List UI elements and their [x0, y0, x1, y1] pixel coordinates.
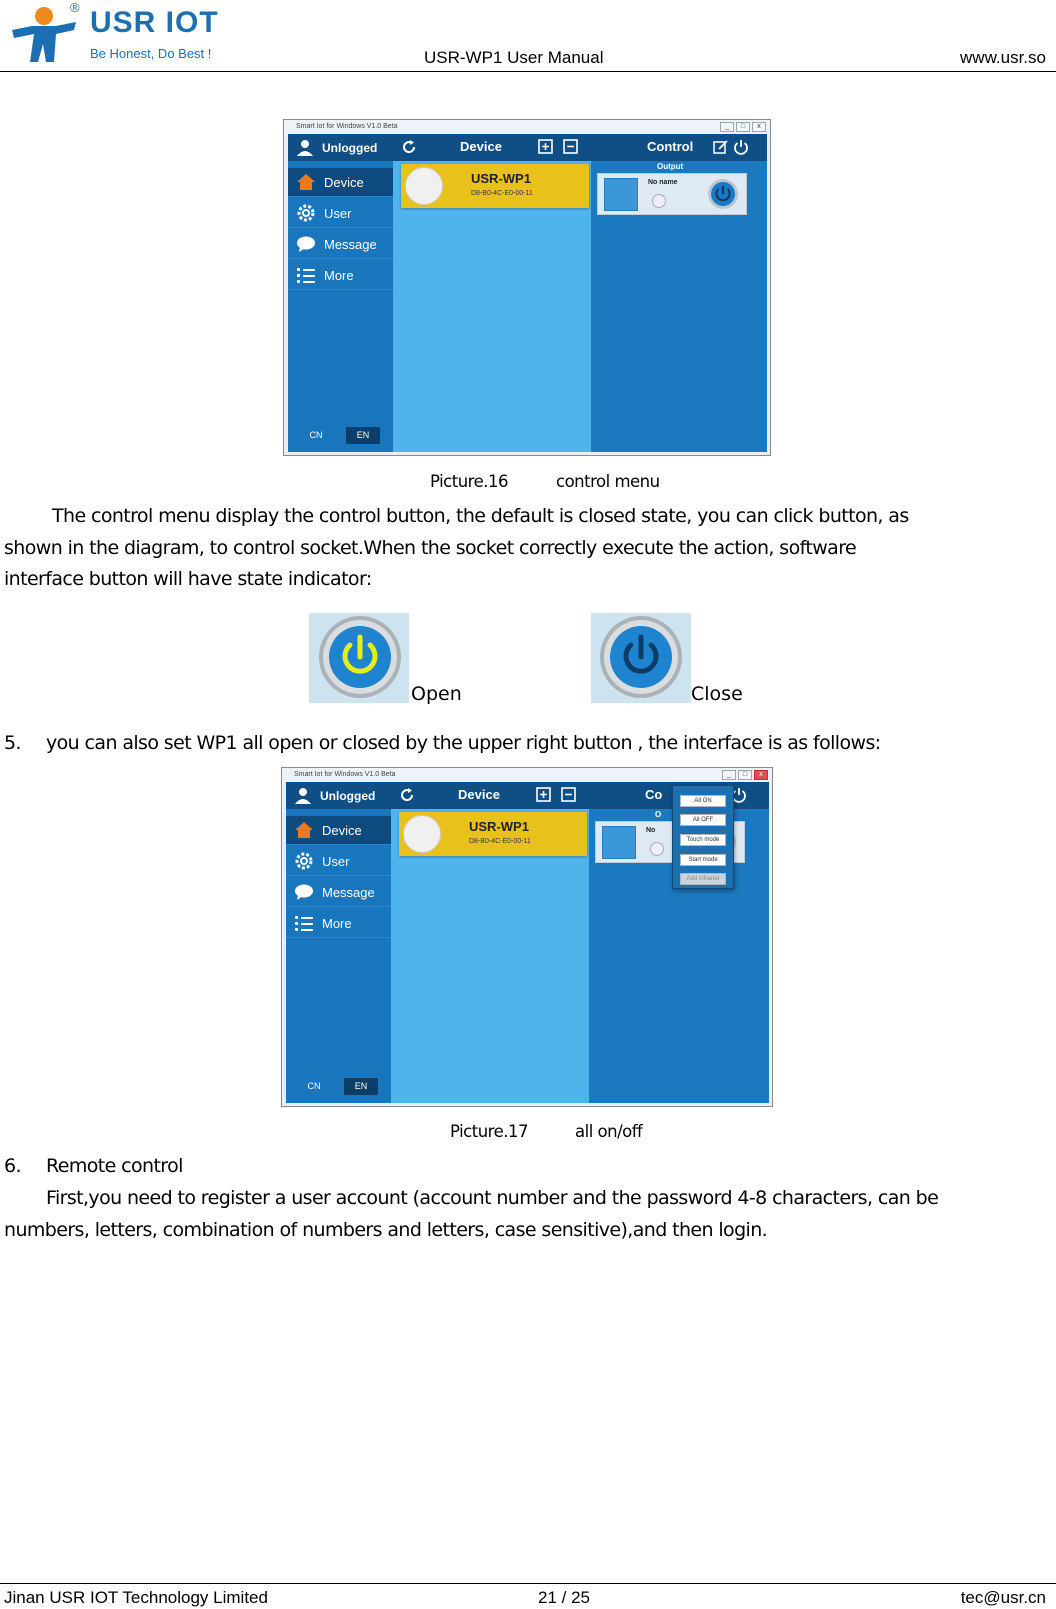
maximize-icon[interactable]: □ [738, 770, 752, 780]
device-panel [393, 134, 591, 452]
device-name: USR-WP1 [469, 819, 529, 834]
device-panel-header [391, 782, 589, 809]
menu-item-add-infrared: Add infrared [680, 873, 726, 885]
user-status: Unlogged [322, 141, 378, 155]
sidebar-item-label: User [324, 206, 352, 221]
device-card[interactable] [401, 164, 589, 208]
device-panel-title: Device [460, 139, 502, 154]
page-header [0, 0, 1056, 72]
window-titlebar [282, 768, 772, 782]
control-panel-title: Co [645, 787, 663, 802]
document-title: USR-WP1 User Manual [424, 48, 604, 67]
gear-icon [294, 852, 314, 870]
app-sidebar [286, 782, 391, 1103]
user-status-bar[interactable] [286, 782, 391, 809]
control-panel-header [591, 134, 767, 161]
list-item-text: you can also set WP1 all open or closed by the upper right button , the interface is as follows: [46, 732, 881, 754]
menu-item-all-on[interactable]: All ON [680, 795, 726, 807]
sidebar-item-more[interactable] [286, 909, 391, 938]
refresh-icon[interactable] [401, 139, 417, 155]
open-state-label: Open [411, 683, 462, 705]
sidebar-item-device[interactable] [286, 816, 391, 845]
lang-cn-button[interactable]: CN [307, 1081, 321, 1091]
figure-17-caption-number: Picture.17 [450, 1122, 528, 1141]
close-icon[interactable]: x [754, 770, 768, 780]
timer-icon[interactable] [652, 194, 666, 208]
figure-16-caption-text: control menu [556, 472, 660, 491]
output-label: Output [657, 162, 684, 171]
header-website: www.usr.so [960, 48, 1046, 67]
paragraph-line: shown in the diagram, to control socket.When the socket correctly execute the action, software [4, 537, 857, 559]
figure-16-caption-number: Picture.16 [430, 472, 508, 491]
sidebar-item-more[interactable] [288, 261, 393, 290]
user-icon [294, 787, 312, 804]
footer-email: tec@usr.cn [960, 1588, 1046, 1607]
footer-company: Jinan USR IOT Technology Limited [4, 1588, 268, 1607]
control-panel [591, 134, 767, 452]
home-icon [296, 173, 316, 191]
remove-device-icon[interactable] [563, 139, 578, 154]
chat-bubble-icon [294, 883, 314, 901]
sidebar-item-label: User [322, 854, 350, 869]
lang-en-button[interactable]: EN [346, 427, 380, 444]
socket-panel [597, 173, 747, 215]
lang-cn-button[interactable]: CN [309, 430, 323, 440]
power-button-open-state-icon [309, 613, 409, 703]
paragraph-line: numbers, letters, combination of numbers and letters, case sensitive),and then login. [4, 1219, 768, 1241]
app-screenshot-all-on-off [281, 767, 773, 1107]
sidebar-item-message[interactable] [288, 230, 393, 259]
menu-item-all-off[interactable]: All OFF [680, 814, 726, 826]
device-panel-header [393, 134, 591, 161]
close-icon[interactable]: x [752, 122, 766, 132]
minimize-icon[interactable]: _ [722, 770, 736, 780]
power-button-closed-state-icon [591, 613, 691, 703]
app-screenshot-control-menu [283, 119, 771, 456]
menu-item-start-mode[interactable]: Start mode [680, 854, 726, 866]
list-icon [296, 266, 316, 284]
user-status-bar[interactable] [288, 134, 393, 161]
sidebar-item-message[interactable] [286, 878, 391, 907]
sidebar-item-label: Device [322, 823, 362, 838]
socket-power-button[interactable] [707, 178, 739, 210]
socket-name: No name [648, 179, 678, 186]
sidebar-item-label: Message [322, 885, 375, 900]
maximize-icon[interactable]: □ [736, 122, 750, 132]
refresh-icon[interactable] [399, 787, 415, 803]
device-panel [391, 782, 589, 1103]
list-icon [294, 914, 314, 932]
app-sidebar [288, 134, 393, 452]
add-device-icon[interactable] [536, 787, 551, 802]
chat-bubble-icon [296, 235, 316, 253]
device-panel-title: Device [458, 787, 500, 802]
window-title: Smart Iot for Windows V1.0 Beta [294, 771, 396, 778]
smart-plug-icon [403, 815, 441, 853]
list-item-number: 5. [4, 732, 21, 754]
home-icon [294, 821, 314, 839]
list-item-number: 6. [4, 1155, 21, 1177]
device-card[interactable] [399, 812, 587, 856]
sidebar-item-user[interactable] [288, 199, 393, 228]
window-titlebar [284, 120, 770, 134]
user-status: Unlogged [320, 789, 376, 803]
window-title: Smart Iot for Windows V1.0 Beta [296, 123, 398, 130]
minimize-icon[interactable]: _ [720, 122, 734, 132]
socket-image [602, 826, 636, 859]
sidebar-item-label: Device [324, 175, 364, 190]
socket-name: No [646, 827, 656, 834]
socket-image [604, 178, 638, 211]
smart-plug-icon [405, 167, 443, 205]
edit-icon[interactable] [713, 139, 729, 155]
user-icon [296, 139, 314, 156]
paragraph-line: interface button will have state indicator: [4, 568, 372, 590]
add-device-icon[interactable] [538, 139, 553, 154]
sidebar-item-label: Message [324, 237, 377, 252]
logo-slogan: Be Honest, Do Best ! [90, 46, 212, 61]
figure-17-caption-text: all on/off [575, 1122, 643, 1141]
gear-icon [296, 204, 316, 222]
logo-registered-mark: ® [70, 0, 80, 15]
sidebar-item-user[interactable] [286, 847, 391, 876]
footer-page-number: 21 / 25 [538, 1588, 590, 1607]
sidebar-item-label: More [322, 916, 352, 931]
paragraph-line: The control menu display the control button, the default is closed state, you can click button, as [52, 505, 909, 527]
sidebar-item-device[interactable] [288, 168, 393, 197]
control-panel-title: Control [647, 139, 694, 154]
device-mac: D8-B0-4C-E0-00-11 [469, 838, 531, 845]
output-label: O [655, 810, 662, 819]
remove-device-icon[interactable] [561, 787, 576, 802]
timer-icon[interactable] [650, 842, 664, 856]
power-menu-icon[interactable] [733, 139, 749, 155]
menu-item-touch-mode[interactable]: Touch mode [680, 834, 726, 846]
power-dropdown-menu [672, 785, 734, 889]
paragraph-line: First,you need to register a user account (account number and the password 4-8 characters, can be [46, 1187, 939, 1209]
lang-en-button[interactable]: EN [344, 1078, 378, 1095]
page-footer [0, 1583, 1056, 1609]
device-mac: D8-B0-4C-E0-00-11 [471, 190, 533, 197]
sidebar-item-label: More [324, 268, 354, 283]
logo-wordmark: USR IOT [90, 6, 219, 39]
device-name: USR-WP1 [471, 171, 531, 186]
close-state-label: Close [691, 683, 743, 705]
list-item-text: Remote control [46, 1155, 183, 1177]
usr-iot-logo [10, 2, 220, 68]
